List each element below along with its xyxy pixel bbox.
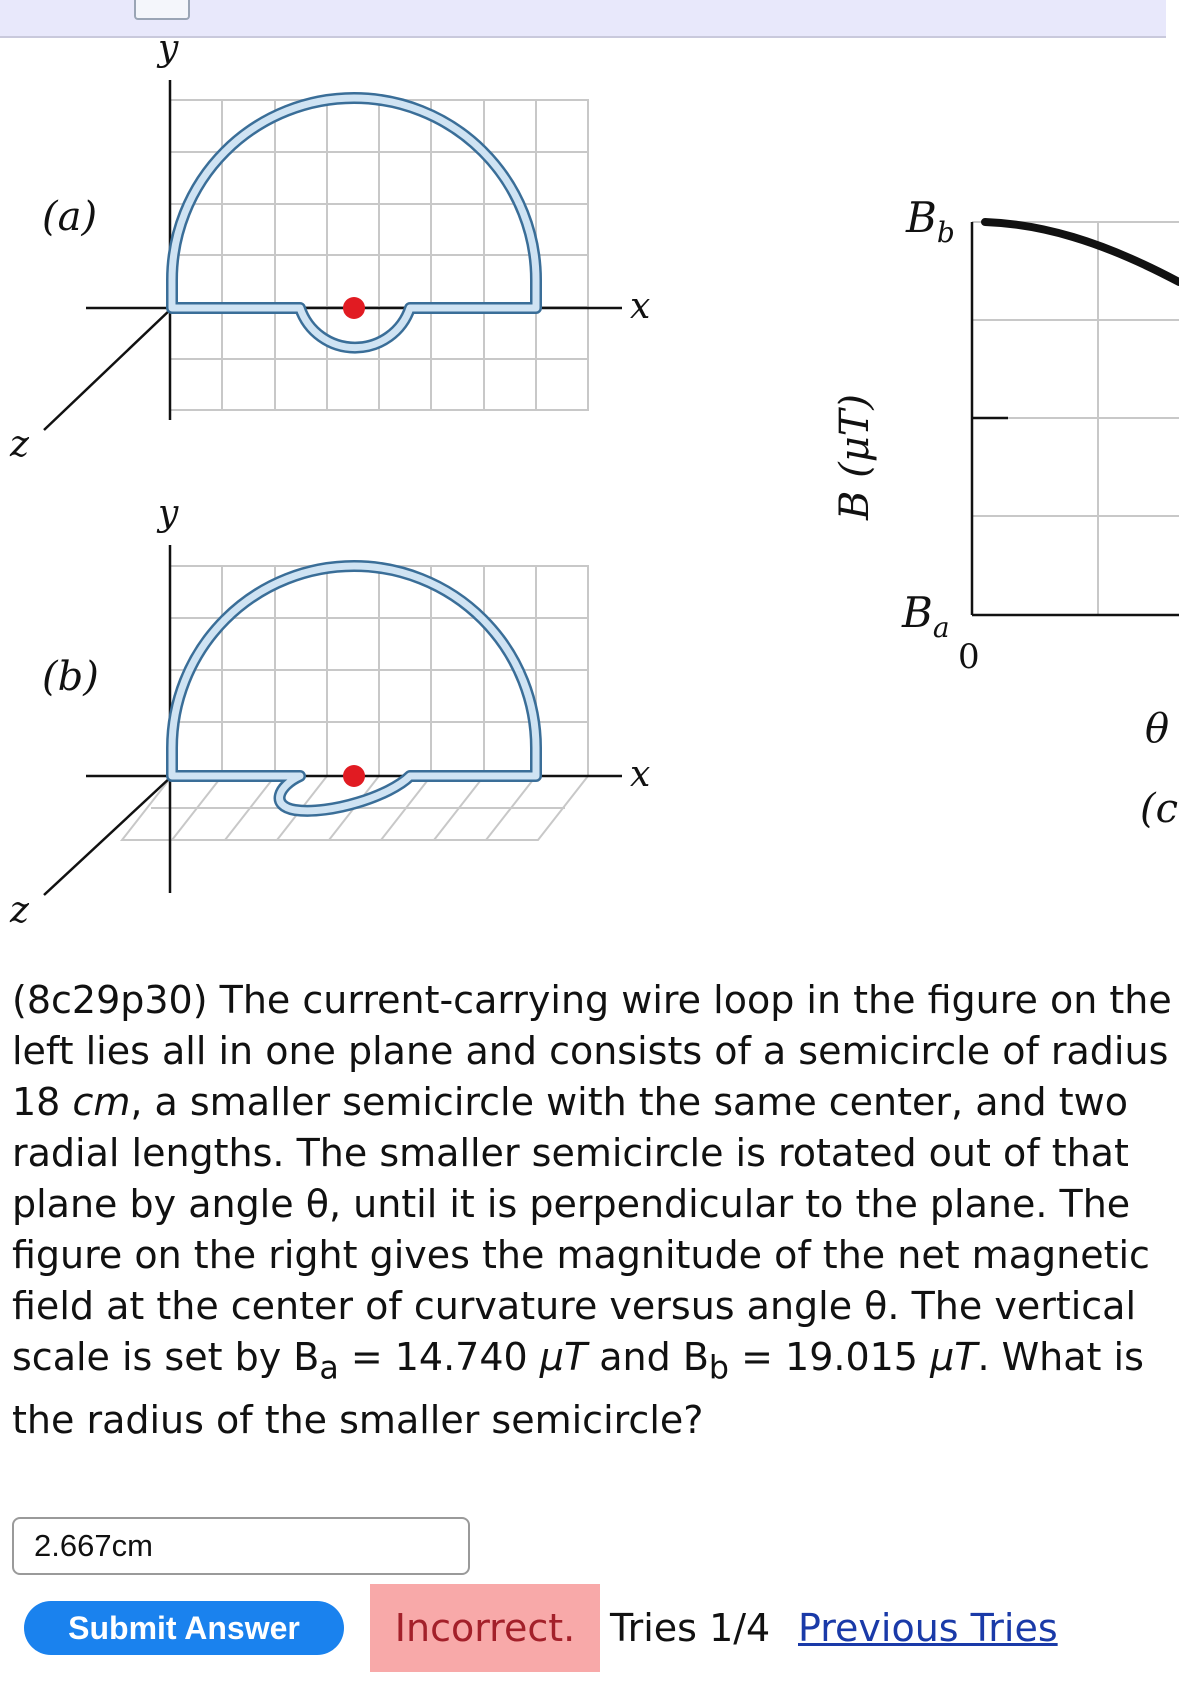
unit-uT: μT — [539, 1335, 588, 1379]
label-a: (a) — [42, 194, 98, 240]
figure-panel-a — [9, 28, 650, 465]
center-dot-b — [343, 765, 365, 787]
axis-y-a: y — [158, 28, 179, 69]
previous-tries-link[interactable]: Previous Tries — [798, 1606, 1058, 1650]
axis-x-a: x — [630, 286, 651, 327]
unit-uT: μT — [930, 1335, 978, 1379]
answer-input[interactable]: 2.667cm — [12, 1517, 470, 1575]
axis-z-b: z — [10, 890, 29, 931]
axis-y-b: y — [158, 493, 179, 534]
label-Bb: $B_b$ — [906, 193, 955, 249]
subscript-a: a — [319, 1350, 339, 1387]
label-c: (c — [1140, 786, 1179, 832]
figure-panel-b — [9, 493, 650, 931]
axis-x-b: x — [630, 754, 651, 795]
problem-statement: (8c29p30) The current-carrying wire loop in the figure on the left lies all in one plane and consists of a semicircle of radius 18 cm, a smaller semicircle with the same center, and two radial lengths. The smaller semicircle is rotated out of that plane by angle θ, until it is perpendicular to the plane. The figure on the right gives the magnitude of the net magnetic field at the center of curvature versus angle θ. The vertical scale is set by $B_a = 14.740$ μT and $B_b = 19.015$ μT. What is the radius of the smaller semicircle? — [12, 978, 1172, 1442]
tries-count: Tries 1/4 — [610, 1606, 771, 1650]
subscript-b: b — [708, 1350, 730, 1387]
figure-panel-c — [832, 193, 1179, 832]
label-b: (b) — [42, 654, 99, 700]
y-axis-label: B (μT) — [832, 394, 878, 520]
origin-tick: 0 — [958, 637, 980, 677]
label-Ba: $B_a$ — [902, 588, 950, 644]
field-curve — [985, 222, 1179, 282]
submit-answer-button[interactable]: Submit Answer — [24, 1601, 344, 1655]
center-dot-a — [343, 297, 365, 319]
x-axis-label: θ — [1145, 706, 1170, 752]
status-badge: Incorrect. — [370, 1584, 600, 1672]
axis-z-a: z — [10, 424, 29, 465]
unit-cm: cm — [72, 1080, 131, 1124]
